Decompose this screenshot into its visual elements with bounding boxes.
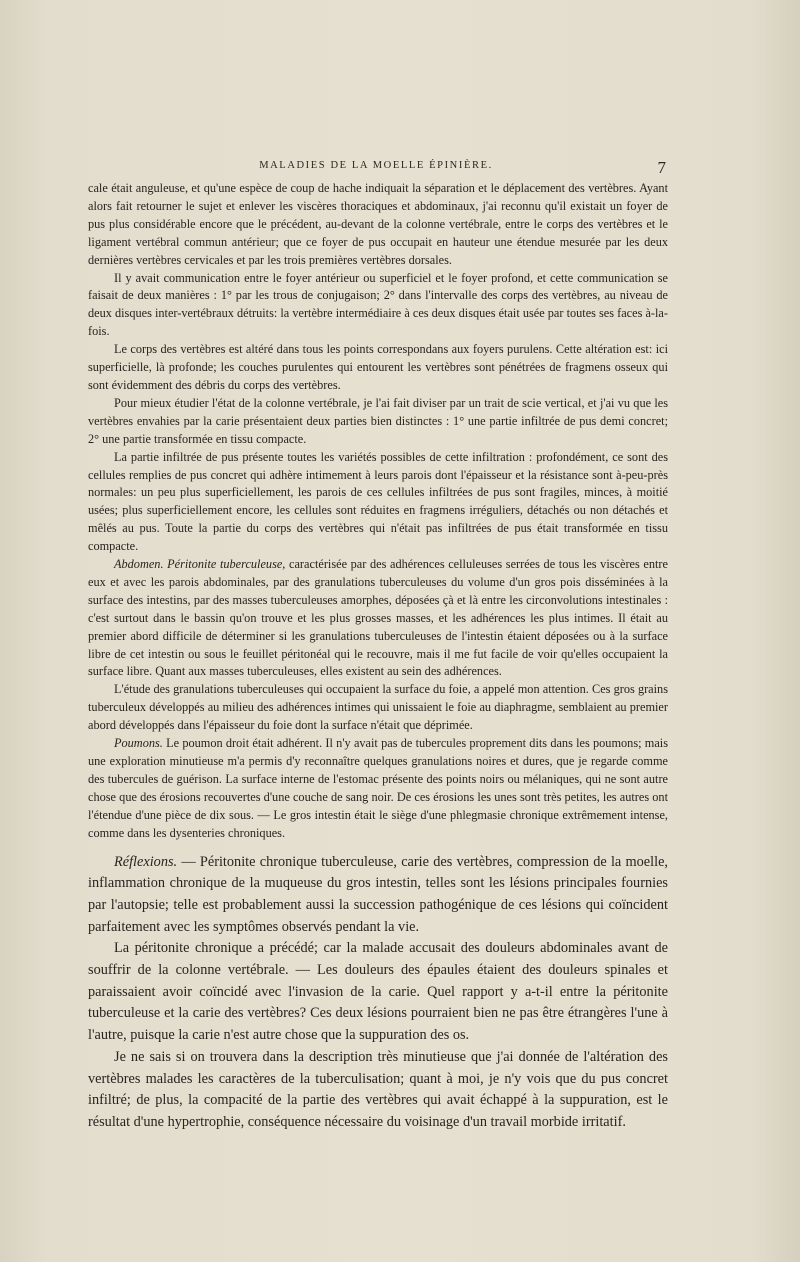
paragraph-text: cale était anguleuse, et qu'une espèce de coup de hache indiquait la séparation et le déplacement des vertèbres. Ayant alors fait retourner le sujet et enlever les viscères thoraciques et abdominaux, j'ai reconnu qu'il existait un foyer de pus plus considérable encore que le précédent, au-devant de la colonne vertébrale, entre le corps des vertèbres et le ligament vertébral commun antérieur; que ce foyer de pus occupait en hauteur une étendue mesurée par les deux dernières vertèbres cervicales et par les trois premières vertèbres dorsales.: [88, 181, 668, 267]
reflexions-section: [88, 852, 668, 1134]
paragraph-text: L'étude des granulations tuberculeuses qui occupaient la surface du foie, a appelé mon attention. Ces gros grains tuberculeux développés au milieu des adhérences intimes qui unissaient le foie au diaphragme, semblaient au premier abord développés dans l'épaisseur du foie dont la surface n'était que déprimée.: [88, 682, 668, 733]
paragraph-text: La partie infiltrée de pus présente toutes les variétés possibles de cette infiltration : profondément, ce sont des cellules remplies de pus concret qui adhère intimement à leurs parois dont l'épaisseur et la résistance sont à-peu-près normales: un peu plus superficiellement, les parois de ces cellules infiltrées de pus sont fragiles, minces, à moitié usées; plus superficiellement encore, les cellules sont réduites en fragmens irréguliers, détachés ou non détachés et mêlés au pus. Toute la partie du corps des vertèbres qui n'était pas infiltrées de pus était transformée en tissu compacte.: [88, 449, 668, 554]
paragraph-text: Pour mieux étudier l'état de la colonne vertébrale, je l'ai fait diviser par un trait de scie vertical, et j'ai vu que les vertèbres envahies par la carie présentaient deux parties bien distinctes : 1° une partie infiltrée de pus demi concret; 2° une partie transformée en tissu compacte.: [88, 395, 668, 446]
observation-section: [88, 180, 668, 843]
paragraph: [88, 556, 668, 681]
paragraph-lead: Réflexions.: [114, 853, 178, 870]
paragraph-text: Le poumon droit était adhérent. Il n'y avait pas de tubercules proprement dits dans les poumons; mais une exploration minutieuse m'a permis d'y reconnaître quelques granulations noires et dures, que je regarde comme des tubercules de guérison. La surface interne de l'estomac présente des points noirs ou mélaniques, qui ne sont autre chose que des érosions recouvertes d'une couche de sang noir. De ces érosions les unes sont très petites, les autres ont l'étendue d'une pièce de dix sous. — Le gros intestin était le siège d'une phlegmasie chronique extrêmement intense, comme dans les dysenteries chroniques.: [88, 736, 668, 840]
paragraph: [88, 1047, 668, 1134]
paragraph-lead: Poumons.: [114, 736, 163, 751]
paragraph: [88, 180, 668, 270]
paragraph-text: La péritonite chronique a précédé; car la malade accusait des douleurs abdominales avant de souffrir de la colonne vertébrale. — Les douleurs des épaules étaient des douleurs spinales et paraissaient avoir coïncidé avec l'invasion de la carie. Quel rapport y a-t-il entre la péritonite tuberculeuse et la carie des vertèbres? Ces deux lésions pourraient bien ne pas être étrangères l'une à l'autre, puisque la carie n'est autre chose que la suppuration des os.: [88, 940, 668, 1044]
paragraph-text: Le corps des vertèbres est altéré dans tous les points correspondans aux foyers purulens. Cette altération est: ici superficielle, là profonde; les couches purulentes qui entourent les vertèbres sont pénétrées de fragmens osseux qui sont évidemment des débris du corps des vertèbres.: [88, 342, 668, 392]
paragraph-text: Je ne sais si on trouvera dans la description très minutieuse que j'ai donnée de l'altération des vertèbres malades les caractères de la tuberculisation; quant à moi, je n'y vois que du pus concret infiltré; de plus, la compacité de la partie des vertèbres qui avait échappé à la suppuration, est le résultat d'une hypertrophie, conséquence nécessaire du voisinage d'un travail morbide irritatif.: [88, 1048, 668, 1130]
paragraph: [88, 852, 668, 939]
paragraph: [88, 681, 668, 735]
running-title: MALADIES DE LA MOELLE ÉPINIÈRE.: [259, 160, 493, 171]
page-header: [86, 158, 666, 178]
paragraph-text: caractérisée par des adhérences celluleuses serrées de tous les viscères entre eux et avec les parois abdominales, par des granulations tuberculeuses du volume d'un gros pois disséminées à la surface des intestins, par des masses tuberculeuses amorphes, déposées çà et là entre les circonvolutions intestinales : c'est surtout dans le bassin qu'on trouve et les plus grosses masses, et les adhérences les plus intimes. Il était au premier abord difficile de déterminer si les granulations tuberculeuses de l'intestin étaient déposées ou à la surface libre de cet intestin ou sous le feuillet péritonéal qui le recouvre, mais il me fut facile de voir qu'elles occupaient la surface libre. Quant aux masses tuberculeuses, elles existent au sein des adhérences.: [88, 557, 668, 679]
paragraph: [88, 449, 668, 556]
paragraph: [88, 341, 668, 395]
paragraph: [88, 735, 668, 842]
page-body: [88, 180, 668, 1134]
paragraph: [88, 270, 668, 342]
paragraph-text: — Péritonite chronique tuberculeuse, carie des vertèbres, compression de la moelle, inflammation chronique de la muqueuse du gros intestin, telles sont les lésions principales fournies par l'autopsie; telle est probablement aussi la succession pathogénique de ces lésions qui coïncident parfaitement avec les symptômes observés pendant la vie.: [88, 853, 668, 935]
paragraph-text: Il y avait communication entre le foyer antérieur ou superficiel et le foyer profond, et cette communication se faisait de deux manières : 1° par les trous de conjugaison; 2° dans l'intervalle des corps des vertèbres, au niveau de deux disques inter-vertébraux détruits: la vertèbre intermédiaire à ces deux disques était usée par toutes ses faces à-la-fois.: [88, 270, 668, 339]
paragraph: [88, 938, 668, 1047]
page-number: 7: [657, 158, 666, 177]
paragraph: [88, 395, 668, 449]
paragraph-lead: Abdomen. Péritonite tuberculeuse,: [114, 557, 286, 572]
